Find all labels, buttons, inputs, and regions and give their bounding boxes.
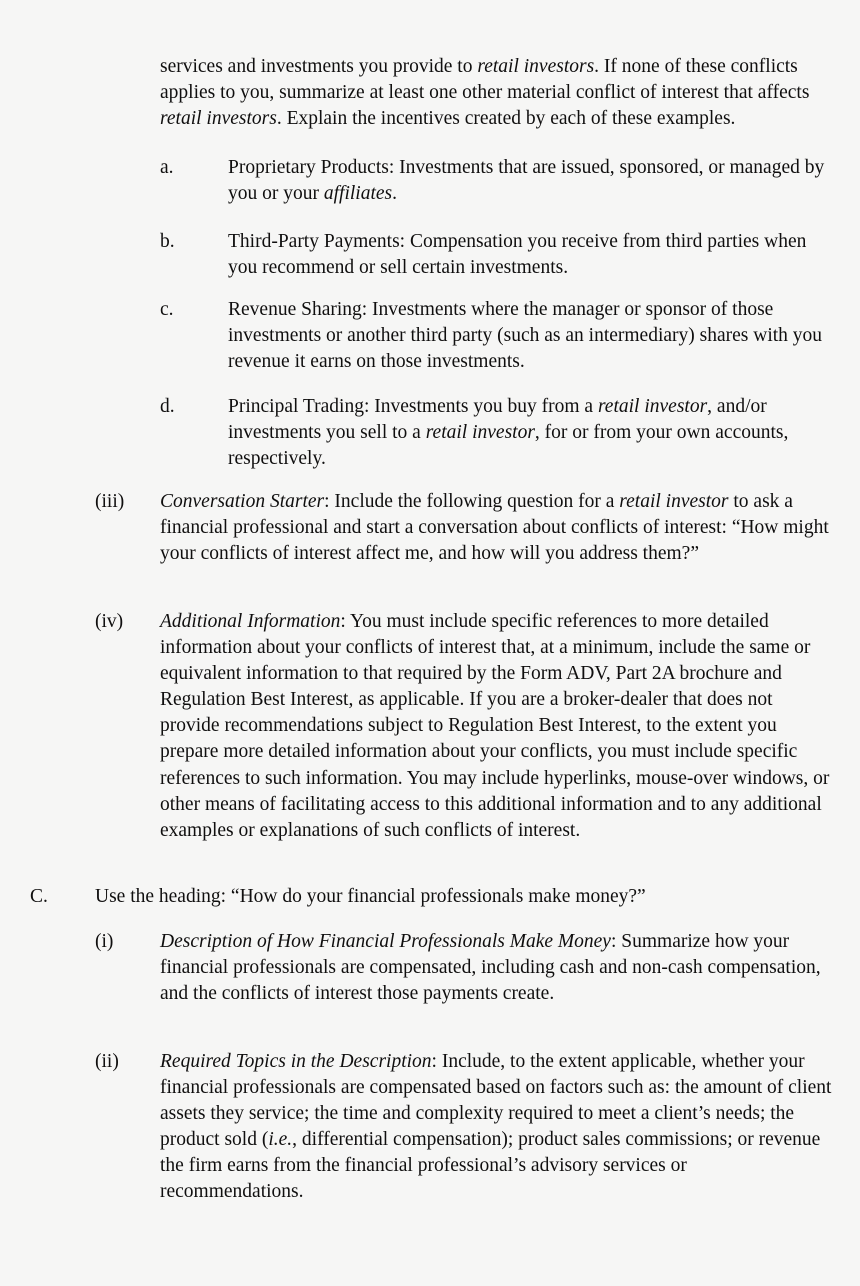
section-marker-c: C. — [30, 886, 48, 907]
italic-run: affiliates — [323, 183, 393, 205]
list-marker-ii: (ii) — [95, 1051, 119, 1072]
list-marker-b: b. — [160, 231, 175, 252]
list-item-b — [160, 229, 832, 281]
list-item-c-text: Revenue Sharing: Investments where the manager or sponsor of those investments or another third party (such as an intermediary) shares with you revenue it earns on those investments. — [228, 299, 823, 373]
italic-run: retail investor — [425, 422, 535, 444]
section-heading-c-text: Use the heading: “How do your financial professionals make money?” — [95, 886, 646, 907]
list-item-b-text: Third-Party Payments: Compensation you receive from third parties when you recommend or sell certain investments. — [228, 231, 807, 279]
list-item-d — [160, 394, 832, 472]
list-marker-a: a. — [160, 157, 174, 178]
list-item-d-text: Principal Trading: Investments you buy from a retail investor, and/or investments you sell to a retail investor, for or from your own accounts, respectively. — [228, 396, 789, 470]
section-heading-c — [30, 884, 832, 910]
italic-run: Description of How Financial Professionals Make Money — [160, 931, 611, 952]
list-item-iv — [95, 609, 832, 844]
list-marker-i: (i) — [95, 931, 114, 952]
italic-run: Conversation Starter — [160, 491, 325, 512]
list-item-ii-text: Required Topics in the Description: Include, to the extent applicable, whether your financial professionals are compensated based on factors such as: the amount of client assets they service; the time and complexity required to meet a client’s needs; the product sold (i.e., differential compensation); product sales commissions; or revenue the firm earns from the financial professional’s advisory services or recommendations. — [160, 1051, 832, 1203]
list-item-a — [160, 155, 832, 207]
italic-run: Additional Information — [160, 611, 341, 632]
italic-run: retail investor — [619, 491, 729, 512]
italic-run: retail investors — [477, 55, 595, 77]
list-item-i-text: Description of How Financial Professionals Make Money: Summarize how your financial professionals are compensated, including cash and non-cash compensation, and the conflicts of interest those payments create. — [160, 931, 821, 1005]
list-item-ii — [95, 1049, 832, 1206]
italic-run: retail investors — [160, 107, 277, 129]
list-item-iv-text: Additional Information: You must include specific references to more detailed information about your conflicts of interest that, at a minimum, include the same or equivalent information to that required by the Form ADV, Part 2A brochure and Regulation Best Interest, as applicable. If you are a broker-dealer that does not provide recommendations subject to Regulation Best Interest, to the extent you prepare more detailed information about your conflicts, you must include specific references to such information. You may include hyperlinks, mouse-over windows, or other means of facilitating access to this additional information and to any additional examples or explanations of such conflicts of interest. — [160, 611, 830, 841]
italic-run: i.e. — [268, 1129, 293, 1151]
list-marker-iii: (iii) — [95, 491, 125, 512]
list-item-iii — [95, 489, 832, 567]
italic-run: Required Topics in the Description — [160, 1051, 432, 1072]
list-item-iii-text: Conversation Starter: Include the following question for a retail investor to ask a financial professional and start a conversation about conflicts of interest: “How might your conflicts of interest affect me, and how will you address them?” — [160, 491, 829, 565]
italic-run: retail investor — [597, 396, 708, 417]
list-marker-d: d. — [160, 396, 175, 417]
list-item-i — [95, 929, 832, 1007]
list-marker-iv: (iv) — [95, 611, 124, 632]
list-item-c — [160, 297, 832, 375]
continuation-paragraph: services and investments you provide to retail investors. If none of these conflicts applies to you, summarize at least one other material conflict of interest that affects retail investors. Explain the incentives created by each of these examples. — [160, 55, 810, 129]
list-item-a-text: Proprietary Products: Investments that are issued, sponsored, or managed by you or your affiliates. — [228, 157, 825, 205]
list-marker-c: c. — [160, 299, 174, 320]
